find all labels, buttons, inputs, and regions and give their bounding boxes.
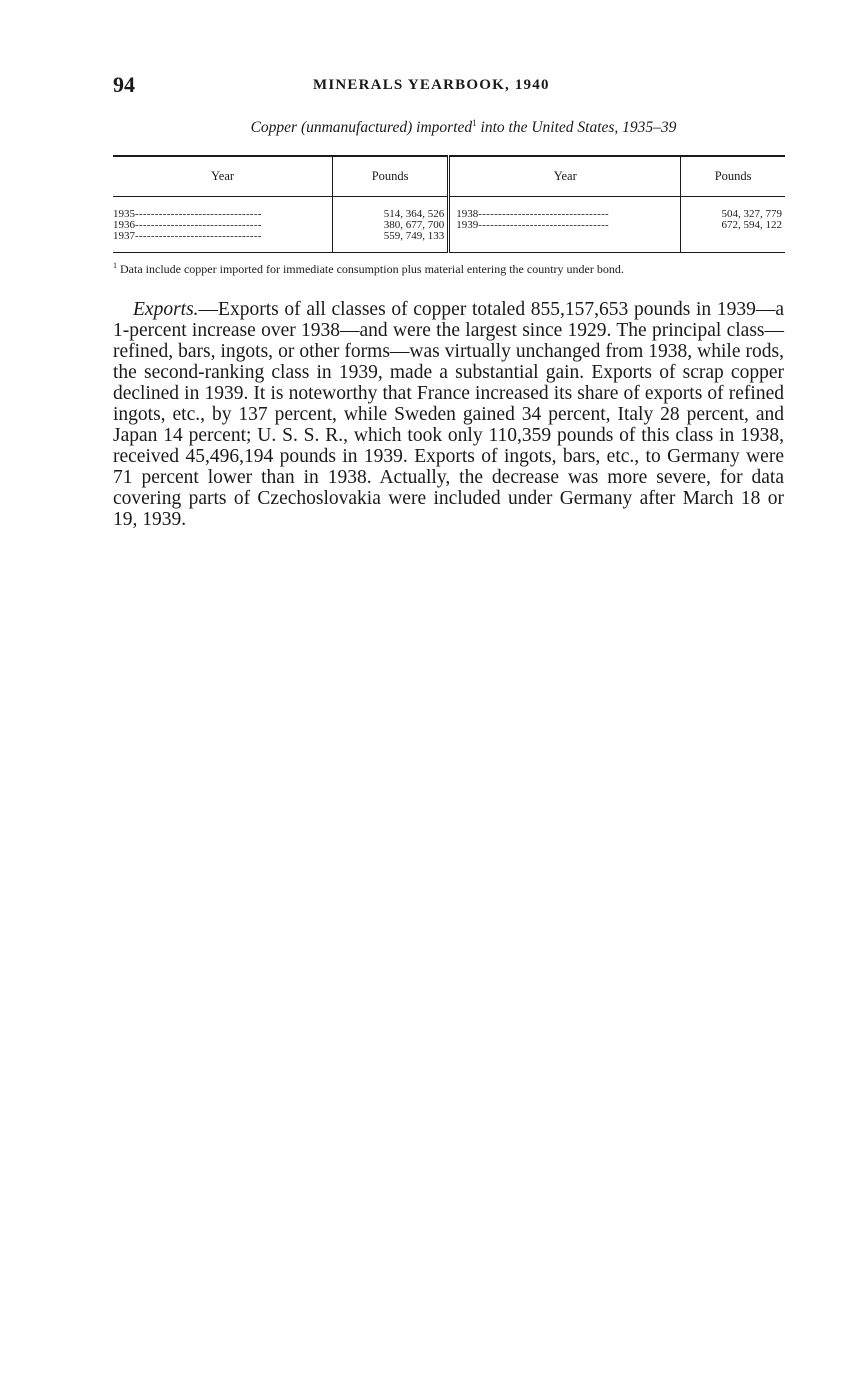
- year-value: 1935: [113, 208, 135, 221]
- pounds-value: 672, 594, 122: [721, 219, 782, 232]
- footnote-text: Data include copper imported for immediate consumption plus material entering the country under bond.: [117, 262, 624, 277]
- copper-imports-table: [113, 155, 785, 253]
- exports-paragraph: [113, 299, 784, 530]
- table-row: 1936--------------------------------: [113, 219, 262, 232]
- left-pounds-cell: [333, 197, 449, 253]
- year-value: 1939: [456, 219, 479, 232]
- document-page: [113, 70, 784, 550]
- paragraph-run-in-heading: Exports.: [133, 299, 199, 321]
- year-value: 1938: [456, 208, 479, 221]
- book-title: MINERALS YEARBOOK, 1940: [313, 77, 550, 93]
- table-row: 1937--------------------------------: [113, 230, 262, 243]
- column-header-pounds-right: Pounds: [681, 156, 785, 197]
- pounds-value: 380, 677, 700: [383, 219, 445, 232]
- right-pounds-cell: [681, 197, 785, 253]
- column-header-year-right: Year: [449, 156, 681, 197]
- table-header-row: [113, 156, 785, 197]
- right-year-cell: [449, 197, 681, 253]
- table-body: [113, 197, 785, 253]
- table-row: 1939---------------------------------: [456, 219, 610, 232]
- table-title-text-end: into the United States, 1935–39: [476, 119, 677, 137]
- table-row: 1938---------------------------------: [456, 208, 610, 221]
- pounds-value: 514, 364, 526: [383, 208, 445, 221]
- pounds-value: 559, 749, 133: [383, 230, 445, 243]
- footnote-mark: 1: [113, 261, 117, 271]
- table-footnote: [113, 259, 784, 276]
- table-title-text: Copper (unmanufactured) imported: [250, 119, 473, 137]
- paragraph-text: —Exports of all classes of copper totaled 855,157,653 pounds in 1939—a 1-percent increase over 1938—and were the largest since 1929. The principal class—refined, bars, ingots, or other forms—was virtually unchanged from 1938, while rods, the second-ranking class in 1939, made a substantial gain. Exports of scrap copper declined in 1939. It is noteworthy that France increased its share of exports of refined ingots, etc., by 137 percent, while Sweden gained 34 percent, Italy 28 percent, and Japan 14 percent; U. S. S. R., which took only 110,359 pounds of this class in 1938, received 45,496,194 pounds in 1939. Exports of ingots, bars, etc., to Germany were 71 percent lower than in 1938. Actually, the decrease was more severe, for data covering parts of Czechoslovakia were included under Germany after March 18 or 19, 1939.: [113, 299, 784, 531]
- table-title: [113, 118, 784, 137]
- page-number: 94: [113, 72, 135, 97]
- running-head: [113, 70, 784, 102]
- year-value: 1937: [113, 230, 135, 243]
- year-value: 1936: [113, 219, 135, 232]
- column-header-year-left: Year: [113, 156, 333, 197]
- table-title-footnote-mark: 1: [472, 118, 477, 128]
- table-row: 1935--------------------------------: [113, 208, 262, 221]
- column-header-pounds-left: Pounds: [333, 156, 449, 197]
- pounds-value: 504, 327, 779: [721, 208, 782, 221]
- left-year-cell: [113, 197, 333, 253]
